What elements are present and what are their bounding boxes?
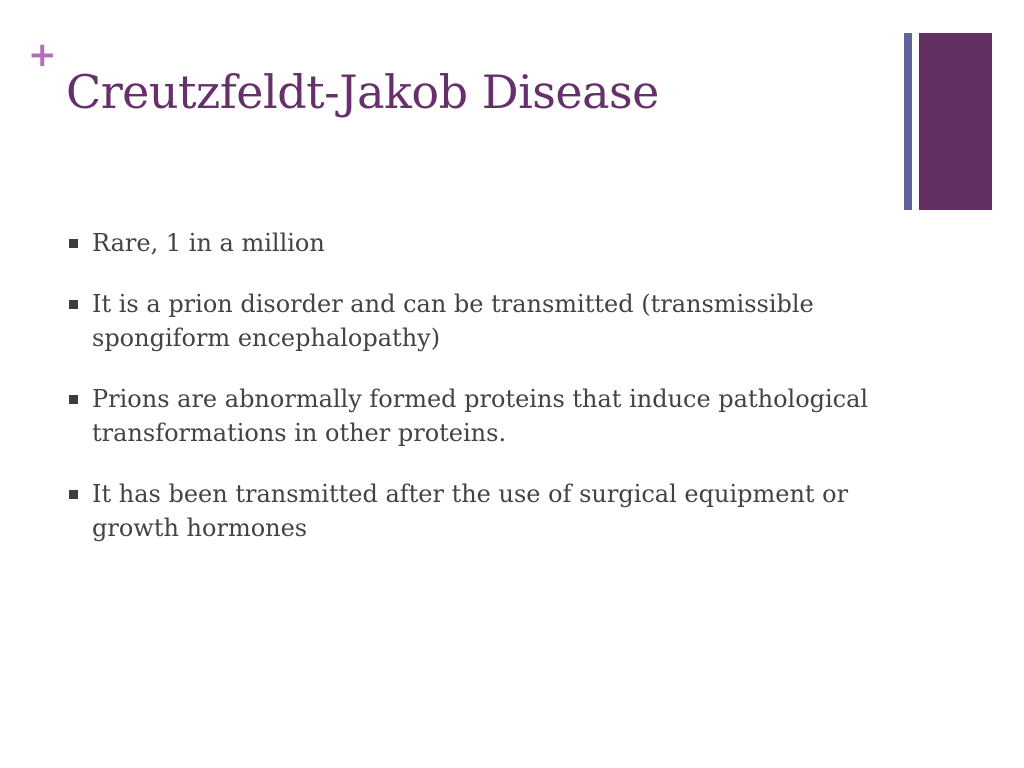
bullet-text: Prions are abnormally formed proteins that induce pathological transformations in other proteins. <box>92 385 869 447</box>
bullet-list <box>66 226 886 572</box>
square-bullet-icon <box>69 395 78 404</box>
accent-bar-thick <box>919 33 992 210</box>
slide-title: Creutzfeldt-Jakob Disease <box>66 65 659 119</box>
square-bullet-icon <box>69 490 78 499</box>
bullet-item <box>66 287 886 355</box>
plus-icon: + <box>28 35 57 75</box>
square-bullet-icon <box>69 239 78 248</box>
bullet-text: It has been transmitted after the use of surgical equipment or growth hormones <box>92 480 849 542</box>
accent-bar-thin <box>904 33 912 210</box>
bullet-item <box>66 382 886 450</box>
bullet-item <box>66 226 886 260</box>
bullet-text: It is a prion disorder and can be transmitted (transmissible spongiform encephalopathy) <box>92 290 814 352</box>
square-bullet-icon <box>69 300 78 309</box>
bullet-text: Rare, 1 in a million <box>92 229 325 257</box>
bullet-item <box>66 477 886 545</box>
